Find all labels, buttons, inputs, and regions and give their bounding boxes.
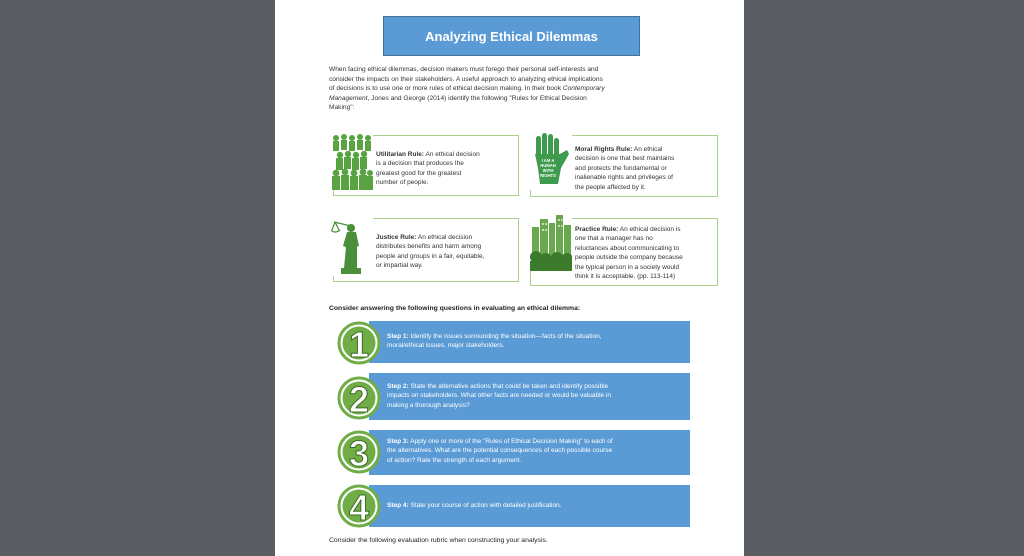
hand-text: HUMAN [540, 163, 556, 168]
document-title [383, 16, 640, 56]
intro-line: consider the impacts on their stakeholders. A useful approach to analyzing ethical implications [329, 75, 603, 83]
step-text-1: Step 1: Identify the issues surrounding the situation—facts of the situation, moral/ethical issues, major stakeholders. [387, 333, 602, 350]
rule-text-justice: Justice Rule: An ethical decision distributes benefits and harm among people and groups in a fair, equitable, or impartial way. [376, 234, 485, 270]
step-box-2 [369, 373, 690, 420]
step-number-3-icon [337, 430, 381, 474]
rule-text-utilitarian: Utilitarian Rule: An ethical decision is a decision that produces the greatest good for the greatest number of people. [376, 151, 480, 187]
intro-line: of decisions is to use one or more rules of ethical decision making. In their book Contemporary [329, 85, 605, 93]
step-text-4: Step 4: State your course of action with detailed justification. [387, 502, 562, 509]
hand-text: WITH [542, 168, 554, 173]
intro-paragraph [329, 65, 689, 113]
rule-box-practice [530, 218, 718, 286]
svg-text:1: 1 [348, 324, 370, 365]
svg-text:2: 2 [348, 379, 370, 420]
city-image [530, 211, 572, 273]
lady-justice-image [331, 213, 373, 279]
consider-heading: Consider answering the following questions in evaluating an ethical dilemma: [329, 305, 581, 312]
step-box-1 [369, 321, 690, 363]
step-number-4-icon [337, 484, 381, 528]
crowd-image [331, 132, 373, 190]
rule-text-moral-rights: Moral Rights Rule: An ethical decision is one that best maintains and protects the fundamental or inalienable rights and privileges of the people affected by it. [575, 146, 675, 191]
hand-text: I AM A [541, 158, 555, 163]
rubric-note: Consider the following evaluation rubric when constructing your analysis. [329, 537, 548, 544]
step-number-2-icon [337, 376, 381, 420]
step-text-2: Step 2: State the alternative actions that could be taken and identify possible impacts on stakeholders. What other facts are needed or would be valuable in making a thorough analysis? [387, 383, 612, 409]
rule-text-practice: Practice Rule: An ethical decision is one that a manager has no reluctances about communicating to people outside the company because the typical person in a society would think it is acceptable. (pp. 113-114) [575, 226, 683, 281]
step-box-4 [369, 485, 690, 527]
rule-box-utilitarian [333, 135, 519, 196]
title-text: Analyzing Ethical Dilemmas [425, 28, 598, 44]
svg-text:4: 4 [348, 487, 370, 528]
document-page [275, 0, 744, 556]
step-box-3 [369, 430, 690, 475]
intro-line: Making": [329, 104, 355, 112]
raised-hand-image [530, 132, 572, 190]
intro-line: When facing ethical dilemmas, decision makers must forego their personal self-interests and [329, 66, 599, 73]
hand-text: RIGHTS [540, 173, 556, 178]
rule-box-moral-rights [530, 135, 718, 197]
rule-box-justice [333, 218, 519, 282]
intro-line: Management, Jones and George (2014) identify the following "Rules for Ethical Decision [329, 94, 587, 102]
svg-text:3: 3 [348, 433, 370, 474]
step-text-3: Step 3: Apply one or more of the "Rules of Ethical Decision Making" to each of the alternatives. What are the potential consequences of each possible course of action? Rate the strength of each argument. [387, 438, 613, 464]
step-number-1-icon [337, 321, 381, 365]
